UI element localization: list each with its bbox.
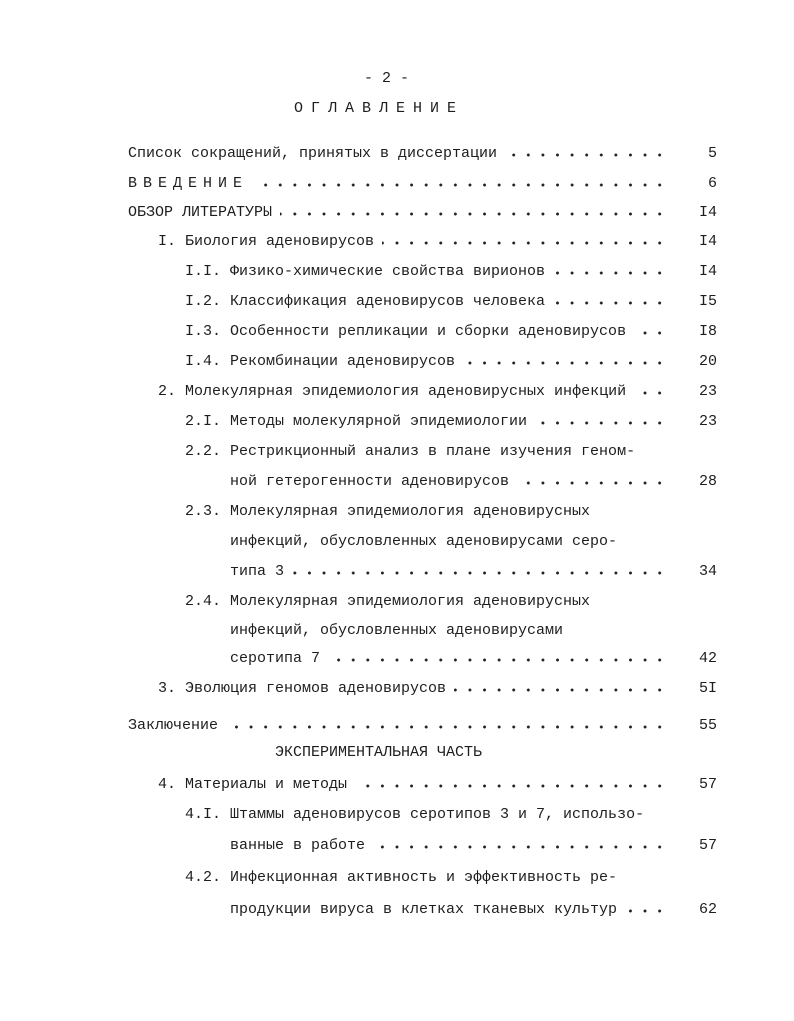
leader-dots (463, 360, 667, 366)
toc-entry-4-1[interactable] (185, 803, 717, 823)
toc-entry-text: Молекулярная эпидемиология аденовирусных инфекций (185, 383, 627, 400)
toc-page: I4 (698, 263, 717, 280)
toc-entry-text: Методы молекулярной эпидемиологии (230, 413, 528, 430)
toc-entry-text: Материалы и методы (185, 776, 348, 793)
toc-number: 2.2. (185, 443, 222, 460)
toc-entry-conclusion[interactable] (128, 714, 717, 734)
toc-entry-1[interactable] (158, 230, 717, 250)
leader-dots (625, 908, 667, 914)
toc-entry-1-2[interactable] (185, 290, 717, 310)
toc-entry-text: Классификация аденовирусов человека (230, 293, 546, 310)
toc-page: 5 (707, 145, 717, 162)
leader-dots (553, 300, 667, 306)
leader-dots (292, 570, 667, 576)
leader-dots (634, 330, 667, 336)
page-title: ОГЛАВЛЕНИЕ (294, 100, 465, 117)
toc-number: 4. (158, 776, 177, 793)
toc-entry-text: ОБЗОР ЛИТЕРАТУРЫ (128, 204, 273, 221)
toc-entry-4-2[interactable] (185, 866, 717, 886)
toc-entry-text: продукции вируса в клетках тканевых культур (230, 901, 618, 918)
leader-dots (226, 724, 667, 730)
toc-entry-text: инфекций, обусловленных аденовирусами серо- (230, 533, 618, 550)
leader-dots (355, 783, 667, 789)
toc-entry-text: Молекулярная эпидемиология аденовирусных (230, 503, 591, 520)
toc-entry-text: ВВЕДЕНИЕ (128, 175, 249, 192)
toc-page: I5 (698, 293, 717, 310)
toc-number: 4.I. (185, 806, 222, 823)
toc-page: I8 (698, 323, 717, 340)
toc-number: 2.3. (185, 503, 222, 520)
toc-entry-literature-review[interactable] (128, 201, 717, 221)
toc-entry-1-1[interactable] (185, 260, 717, 280)
toc-entry-1-3[interactable] (185, 320, 717, 340)
toc-number: I.3. (185, 323, 222, 340)
toc-entry-2-3-cont (230, 530, 717, 550)
leader-dots (517, 480, 667, 486)
leader-dots (454, 687, 667, 693)
leader-dots (505, 152, 667, 158)
leader-dots (382, 240, 667, 246)
toc-entry-text: Особенности репликации и сборки аденовирусов (230, 323, 627, 340)
toc-page: 57 (698, 776, 717, 793)
toc-number: 4.2. (185, 869, 222, 886)
toc-entry-text: ной гетерогенности аденовирусов (230, 473, 510, 490)
toc-entry-text: Инфекционная активность и эффективность ре- (230, 869, 618, 886)
toc-page: 57 (698, 837, 717, 854)
toc-page: 62 (698, 901, 717, 918)
leader-dots (373, 844, 667, 850)
toc-page: I4 (698, 204, 717, 221)
toc-entry-1-4[interactable] (185, 350, 717, 370)
toc-entry-2-2-cont[interactable] (230, 470, 717, 490)
toc-number: 2. (158, 383, 177, 400)
toc-number: 2.I. (185, 413, 222, 430)
toc-page: I4 (698, 233, 717, 250)
leader-dots (256, 182, 667, 188)
leader-dots (634, 390, 667, 396)
leader-dots (535, 420, 667, 426)
toc-number: I.2. (185, 293, 222, 310)
toc-entry-3[interactable] (158, 677, 717, 697)
toc-number: 3. (158, 680, 177, 697)
toc-page: 55 (698, 717, 717, 734)
toc-page: 6 (707, 175, 717, 192)
toc-page: 28 (698, 473, 717, 490)
toc-page: 34 (698, 563, 717, 580)
toc-entry-text: Физико-химические свойства вирионов (230, 263, 546, 280)
toc-entry-4[interactable] (158, 773, 717, 793)
toc-entry-introduction[interactable] (128, 172, 717, 192)
toc-entry-2[interactable] (158, 380, 717, 400)
experimental-heading: ЭКСПЕРИМЕНТАЛЬНАЯ ЧАСТЬ (275, 744, 483, 761)
toc-entry-text: Заключение (128, 717, 219, 734)
toc-entry-text: Молекулярная эпидемиология аденовирусных (230, 593, 591, 610)
toc-number: I. (158, 233, 177, 250)
toc-entry-2-3-cont2[interactable] (230, 560, 717, 580)
leader-dots (553, 270, 667, 276)
toc-page: 20 (698, 353, 717, 370)
toc-number: I.I. (185, 263, 222, 280)
toc-entry-text: инфекций, обусловленных аденовирусами (230, 622, 564, 639)
toc-entry-text: серотипа 7 (230, 650, 321, 667)
toc-page: 42 (698, 650, 717, 667)
toc-page: 5I (698, 680, 717, 697)
toc-entry-text: Список сокращений, принятых в диссертации (128, 145, 498, 162)
toc-entry-2-2[interactable] (185, 440, 717, 460)
leader-dots (280, 211, 667, 217)
toc-entry-text: Рекомбинации аденовирусов (230, 353, 456, 370)
toc-entry-2-4-cont2[interactable] (230, 647, 717, 667)
toc-entry-text: типа 3 (230, 563, 285, 580)
toc-entry-2-4-cont (230, 619, 717, 639)
toc-entry-2-4[interactable] (185, 590, 717, 610)
toc-entry-text: Рестрикционный анализ в плане изучения геном- (230, 443, 636, 460)
toc-entry-abbreviations[interactable] (128, 142, 717, 162)
toc-number: I.4. (185, 353, 222, 370)
toc-entry-text: Штаммы аденовирусов серотипов 3 и 7, использо- (230, 806, 645, 823)
toc-entry-2-1[interactable] (185, 410, 717, 430)
toc-entry-text: ванные в работе (230, 837, 366, 854)
toc-page: 23 (698, 383, 717, 400)
toc-entry-2-3[interactable] (185, 500, 717, 520)
toc-number: 2.4. (185, 593, 222, 610)
toc-entry-4-1-cont[interactable] (230, 834, 717, 854)
toc-entry-4-2-cont[interactable] (230, 898, 717, 918)
toc-page: 23 (698, 413, 717, 430)
toc-entry-text: Эволюция геномов аденовирусов (185, 680, 447, 697)
toc-entry-text: Биология аденовирусов (185, 233, 375, 250)
page-number: - 2 - (364, 70, 410, 87)
leader-dots (328, 657, 667, 663)
